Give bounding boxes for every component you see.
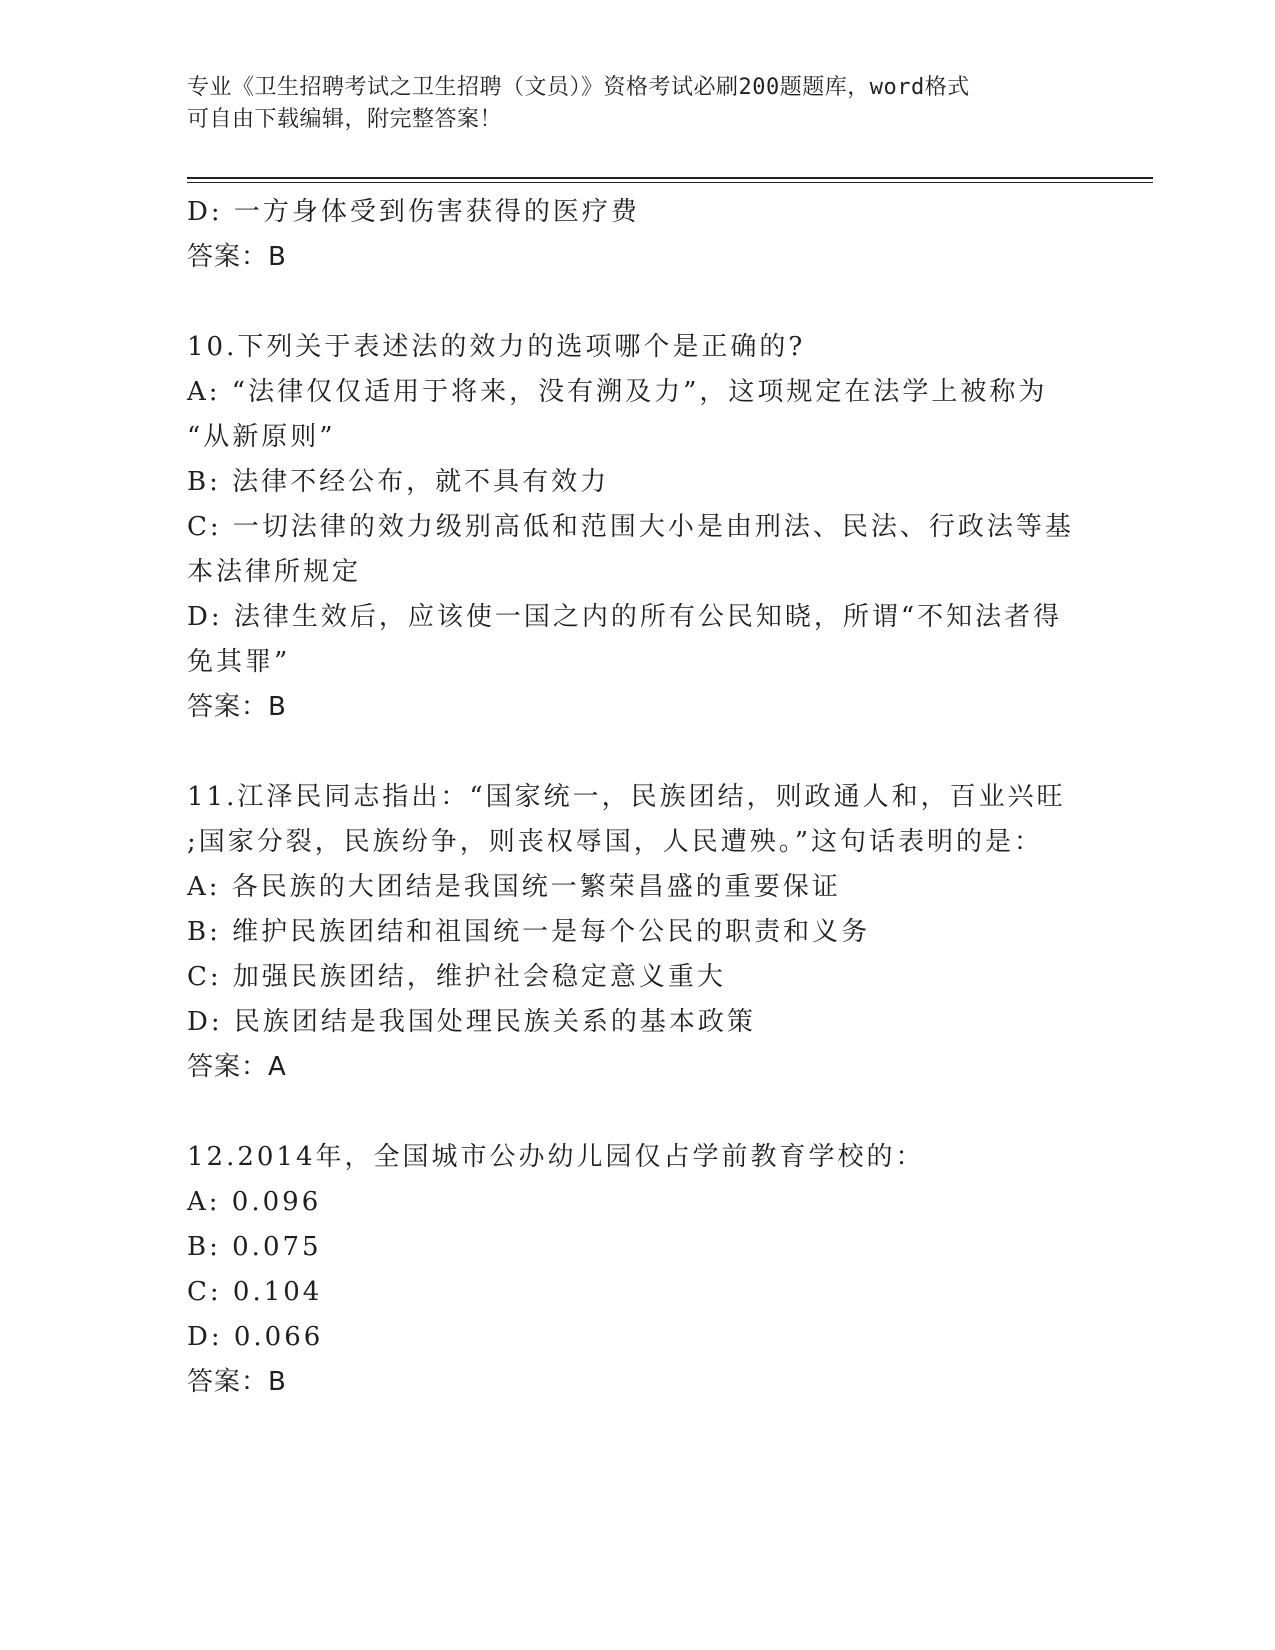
answer: 答案：A [187,1052,287,1082]
option-c: C: 加强民族团结，维护社会稳定意义重大 [187,962,726,992]
question-list [187,190,1087,1405]
option-d: D: 民族团结是我国处理民族关系的基本政策 [187,1007,756,1037]
option-d: D: 一方身体受到伤害获得的医疗费 [187,197,640,227]
spacer [187,280,1087,325]
option-c: C: 0.104 [187,1277,323,1307]
answer: 答案：B [187,692,287,722]
answer: 答案：B [187,242,287,272]
option-b: B: 0.075 [187,1232,322,1262]
question-stem: 11.江泽民同志指出：“国家统一，民族团结，则政通人和，百业兴旺 [187,782,1066,812]
option-a-continued: “从新原则” [187,422,336,452]
header-divider-thin [187,182,1153,183]
question-10 [187,325,1087,730]
document-header [187,72,1067,136]
question-11 [187,775,1087,1090]
header-title-line-1: 专业《卫生招聘考试之卫生招聘（文员）》资格考试必刷200题题库，word格式 [187,75,970,100]
option-a: A: 0.096 [187,1187,322,1217]
option-d: D: 0.066 [187,1322,324,1352]
question-stem: 12.2014年，全国城市公办幼儿园仅占学前教育学校的： [187,1142,925,1172]
option-d-continued: 免其罪” [187,647,291,677]
question-stem: 10.下列关于表述法的效力的选项哪个是正确的? [187,332,806,362]
answer: 答案：B [187,1367,287,1397]
option-b: B: 法律不经公布，就不具有效力 [187,467,610,497]
option-a: A: 各民族的大团结是我国统一繁荣昌盛的重要保证 [187,872,841,902]
header-divider-thick [187,177,1153,179]
spacer [187,730,1087,775]
option-c: C: 一切法律的效力级别高低和范围大小是由刑法、民法、行政法等基 [187,512,1074,542]
option-b: B: 维护民族团结和祖国统一是每个公民的职责和义务 [187,917,871,947]
option-c-continued: 本法律所规定 [187,557,362,587]
question-stem-continued: ;国家分裂，民族纷争，则丧权辱国，人民遭殃。”这句话表明的是： [187,827,1044,857]
option-d: D: 法律生效后，应该使一国之内的所有公民知晓，所谓“不知法者得 [187,602,1063,632]
spacer [187,1090,1087,1135]
question-12 [187,1135,1087,1405]
header-title-line-2: 可自由下载编辑，附完整答案！ [187,107,503,132]
option-a: A: “法律仅仅适用于将来，没有溯及力”，这项规定在法学上被称为 [187,377,1048,407]
